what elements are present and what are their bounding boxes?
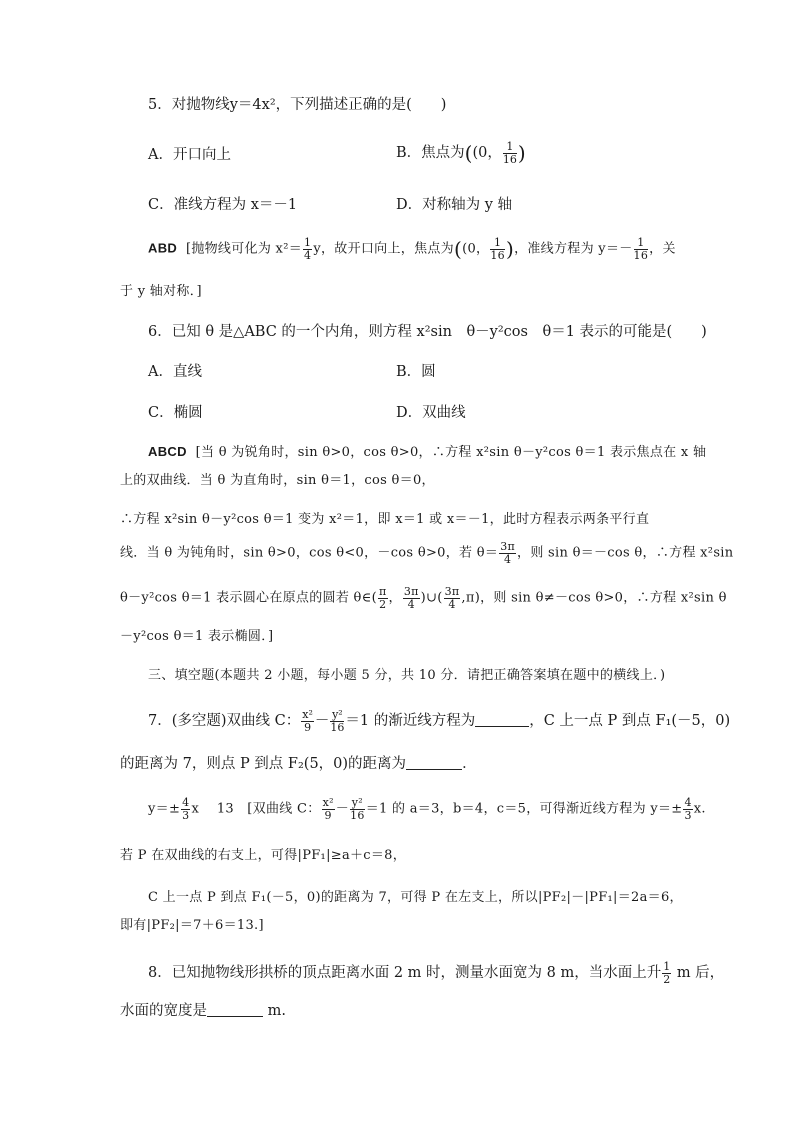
q5-solution-line-2: 于 y 轴对称．] (120, 284, 202, 299)
q7-stem-line-2 (120, 755, 477, 774)
answer-blank (475, 712, 529, 727)
fraction-num: y² (351, 796, 364, 809)
q5-stem: 5．对抛物线y＝4x²，下列描述正确的是( ) (148, 97, 447, 113)
fraction (683, 797, 692, 821)
fraction (322, 797, 335, 821)
fraction-num: π (378, 585, 387, 598)
fraction-den: 2 (663, 972, 671, 986)
point-text: (0， (472, 145, 502, 161)
fraction-den: 16 (633, 248, 649, 262)
fraction (634, 237, 649, 261)
q7-solution-line-4: 即有|PF₂|＝7＋6＝13.] (120, 918, 264, 933)
q6-solution-line-2: 上的双曲线．当 θ 为直角时，sin θ＝1，cos θ＝0， (120, 473, 435, 488)
paren: ) (517, 141, 526, 165)
fraction-num: y² (332, 708, 343, 721)
q7-stem-line-1 (148, 709, 730, 733)
fraction (181, 797, 190, 821)
fraction-num: 3π (444, 585, 460, 598)
text: － (335, 801, 350, 817)
fraction (330, 709, 344, 733)
q6-solution-line-6: －y²cos θ＝1 表示椭圆．] (120, 629, 274, 644)
q5-option-d: D．对称轴为 y 轴 (396, 197, 513, 213)
fraction (301, 709, 314, 733)
q7-solution-line-3: C 上一点 P 到点 F₁(－5，0)的距离为 7，可得 P 在左支上，所以|PF₂|－|PF₁|＝2a＝6， (148, 890, 683, 905)
text: x. (693, 801, 706, 817)
q6-option-c: C．椭圆 (148, 405, 203, 421)
fraction (503, 141, 517, 165)
text: [当 θ 为锐角时，sin θ>0，cos θ>0，∴方程 x²sin θ－y²cos θ＝1 表示焦点在 x 轴 (195, 445, 707, 460)
fraction (499, 541, 516, 565)
text: m 后， (672, 965, 725, 982)
q6-solution-line-3: ∴方程 x²sin θ－y²cos θ＝1 变为 x²＝1，即 x＝1 或 x＝－1，此时方程表示两条平行直 (120, 512, 650, 527)
fraction (444, 586, 461, 610)
text: 8．已知抛物线形拱桥的顶点距离水面 2 m 时，测量水面宽为 8 m，当水面上升 (148, 965, 662, 982)
text: x (191, 801, 200, 817)
text: )∪( (420, 590, 443, 606)
fraction (403, 586, 420, 610)
q7-solution-line-1 (148, 797, 706, 821)
text: ，关 (649, 241, 676, 257)
fraction (378, 586, 388, 610)
text: ，则 sin θ＝－cos θ，∴方程 x²sin (517, 545, 734, 561)
fraction-den: 4 (503, 552, 512, 566)
fraction-num: 3π (403, 585, 419, 598)
q6-option-a: A．直线 (148, 364, 202, 380)
text: [双曲线 C： (247, 801, 321, 817)
paren: ( (453, 237, 463, 261)
answer-key: ABD (148, 240, 178, 256)
q5-solution-line-1 (148, 236, 676, 262)
q5-option-b (396, 140, 526, 166)
text: [抛物线可化为 x²＝ (185, 241, 303, 257)
q5-option-a: A．开口向上 (148, 147, 231, 163)
q5-option-b-label: B．焦点为 (396, 145, 465, 161)
paren: ( (464, 141, 473, 165)
fraction-num: 1 (663, 960, 671, 973)
fraction-num: x² (322, 796, 334, 809)
text: ,π)，则 sin θ≠－cos θ>0，∴方程 x²sin θ (461, 590, 727, 606)
q6-option-b: B．圆 (396, 364, 436, 380)
q6-solution-line-1 (148, 444, 706, 462)
text: 线．当 θ 为钝角时，sin θ>0，cos θ<0，－cos θ>0，若 θ＝ (120, 545, 499, 561)
text: ＝1 的 a＝3，b＝4，c＝5，可得渐近线方程为 y＝± (365, 801, 683, 817)
text: － (314, 713, 330, 730)
text: 7．(多空题)双曲线 C： (148, 713, 301, 730)
fraction-den: 2 (379, 597, 387, 611)
text: ， (388, 590, 402, 606)
fraction (490, 237, 505, 261)
fraction (303, 237, 312, 261)
q6-solution-line-4 (120, 541, 733, 565)
answer-value: 13 (216, 801, 234, 817)
text: 的距离为 7，则点 P 到点 F₂(5，0)的距离为 (120, 756, 407, 772)
fraction-num: 4 (684, 796, 692, 809)
fraction-den: 3 (182, 808, 190, 822)
text: ，C 上一点 P 到点 F₁(－5，0) (529, 713, 731, 730)
fraction-den: 9 (304, 720, 312, 734)
text: y＝± (148, 801, 181, 817)
text: (0， (462, 241, 490, 257)
fraction-den: 4 (304, 248, 312, 262)
answer-key: ABCD (148, 444, 187, 459)
q8-stem-line-2 (120, 1002, 286, 1021)
q6-option-d: D．双曲线 (396, 405, 466, 421)
fraction-den: 4 (407, 597, 415, 611)
q7-solution-line-2: 若 P 在双曲线的右支上，可得|PF₁|≥a＋c＝8， (120, 848, 407, 863)
fraction-den: 4 (448, 597, 456, 611)
text: ＝1 的渐近线方程为 (345, 713, 476, 730)
q8-stem-line-1 (148, 961, 724, 985)
answer-blank (207, 1002, 263, 1017)
q5-option-c: C．准线方程为 x＝－1 (148, 197, 298, 213)
text: y，故开口向上，焦点为 (313, 241, 454, 257)
fraction-den: 16 (350, 808, 365, 822)
fraction-num: x² (302, 708, 313, 721)
fraction-num: 3π (500, 540, 516, 553)
fraction (350, 797, 365, 821)
fraction-num: 4 (182, 796, 190, 809)
fraction-num: 1 (490, 237, 505, 250)
text: m. (263, 1003, 286, 1019)
fraction-den: 16 (330, 720, 345, 734)
text: θ－y²cos θ＝1 表示圆心在原点的圆若 θ∈( (120, 590, 377, 606)
q6-solution-line-5 (120, 586, 727, 610)
q6-stem: 6．已知 θ 是△ABC 的一个内角，则方程 x²sin θ－y²cos θ＝1 表示的可能是( ) (148, 324, 707, 340)
paren: ) (505, 237, 515, 261)
text: ，准线方程为 y＝－ (514, 241, 633, 257)
text: ． (462, 756, 477, 772)
fraction-num: 1 (503, 141, 517, 154)
text: 水面的宽度是 (120, 1003, 207, 1019)
fraction-den: 16 (490, 248, 505, 262)
fraction (662, 961, 671, 985)
fraction-num: 1 (304, 235, 312, 249)
fraction-den: 3 (684, 808, 692, 822)
answer-blank (406, 755, 462, 770)
fraction-den: 16 (502, 152, 517, 166)
section-3-heading: 三、填空题(本题共 2 小题，每小题 5 分，共 10 分．请把正确答案填在题中的横线上．) (148, 668, 666, 683)
fraction-num: 1 (634, 237, 649, 250)
fraction-den: 9 (324, 808, 332, 822)
